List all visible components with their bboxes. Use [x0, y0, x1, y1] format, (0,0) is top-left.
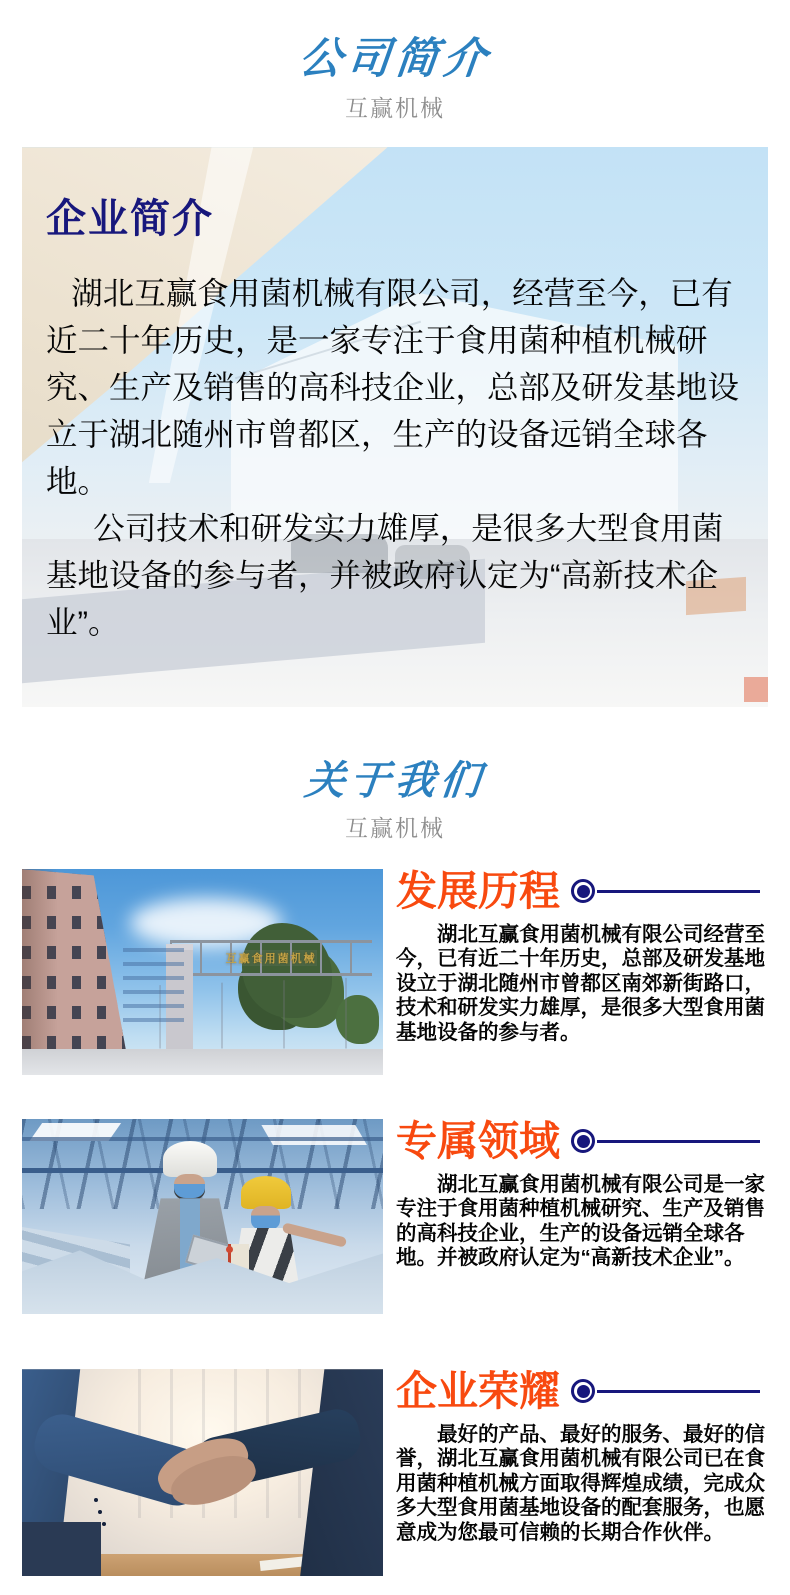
building-shadow	[22, 869, 58, 1075]
about-subtitle: 互赢机械	[345, 815, 445, 842]
company-intro-card	[22, 147, 768, 707]
hero-title: 企业简介	[46, 197, 214, 242]
feature-row-exclusive-field	[22, 1119, 768, 1314]
page-header	[0, 0, 790, 123]
ground-area	[22, 1049, 383, 1076]
divider-line	[597, 1390, 760, 1393]
factory-exterior-photo	[22, 869, 383, 1075]
feature-text: 最好的产品、最好的服务、最好的信誉，湖北互赢食用菌机械有限公司已在食用菌种植机械方面取得辉煌成绩，完成众多大型食用菌基地设备的配套服务，也愿意成为您最可信赖的长期合作伙伴。	[396, 1422, 765, 1544]
feature-list	[22, 869, 768, 1576]
feature-title-row	[396, 1119, 768, 1163]
feature-title-row	[396, 869, 768, 913]
yellow-hardhat	[241, 1176, 291, 1209]
feature-title: 专属领域	[396, 1118, 560, 1165]
about-header	[0, 759, 790, 843]
hero-paragraphs	[46, 270, 743, 646]
feature-text: 湖北互赢食用菌机械有限公司经营至今，已有近二十年历史，总部及研发基地设立于湖北随州市曾都区南郊新街路口，技术和研发实力雄厚，是很多大型食用菌基地设备的参与者。	[396, 922, 765, 1044]
clip-detail	[226, 1246, 233, 1253]
hero-paragraph-1: 湖北互赢食用菌机械有限公司，经营至今，已有近二十年历史，是一家专注于食用菌种植机械研究、生产及销售的高科技企业，总部及研发基地设立于湖北随州市曾都区，生产的设备远销全球各地。	[46, 275, 740, 500]
gate-frame	[170, 940, 372, 977]
hero-content	[22, 147, 768, 646]
feature-row-enterprise-glory	[22, 1369, 768, 1576]
circle-ring-icon	[571, 879, 595, 903]
masked-face	[174, 1174, 205, 1200]
about-title: 关于我们	[302, 759, 488, 804]
circle-dot-icon	[577, 1135, 590, 1148]
page-title: 公司简介	[296, 35, 494, 83]
brick-shape	[744, 677, 768, 702]
sleeve-buttons	[94, 1498, 98, 1502]
hero-paragraph-2: 公司技术和研发实力雄厚，是很多大型食用菌基地设备的参与者，并被政府认定为“高新技术企业”。	[46, 510, 724, 641]
circle-ring-icon	[571, 1379, 595, 1403]
white-hardhat	[163, 1141, 218, 1177]
feature-body	[383, 1369, 768, 1545]
feature-title-row	[396, 1369, 768, 1413]
circle-dot-icon	[577, 885, 590, 898]
feature-body	[383, 1119, 768, 1270]
feature-title: 企业荣耀	[396, 1368, 560, 1415]
title-decoration	[571, 1379, 768, 1403]
feature-title: 发展历程	[396, 868, 560, 915]
warehouse-building	[123, 948, 184, 1022]
divider-line	[597, 890, 760, 893]
circle-dot-icon	[577, 1385, 590, 1398]
feature-text: 湖北互赢食用菌机械有限公司是一家专注于食用菌种植机械研究、生产及销售的高科技企业，生产的设备远销全球各地。并被政府认定为“高新技术企业”。	[396, 1172, 765, 1270]
page-subtitle: 互赢机械	[345, 95, 445, 122]
title-decoration	[571, 879, 768, 903]
feature-row-development-history	[22, 869, 768, 1075]
handshake-photo	[22, 1369, 383, 1576]
gate-sign-text: 互赢食用菌机械	[226, 950, 317, 966]
masked-face	[251, 1206, 280, 1230]
circle-ring-icon	[571, 1129, 595, 1153]
divider-line	[597, 1140, 760, 1143]
feature-body	[383, 869, 768, 1045]
title-decoration	[571, 1129, 768, 1153]
factory-workers-photo	[22, 1119, 383, 1314]
skylight-shape	[262, 1125, 367, 1145]
jeans-detail	[22, 1522, 101, 1576]
